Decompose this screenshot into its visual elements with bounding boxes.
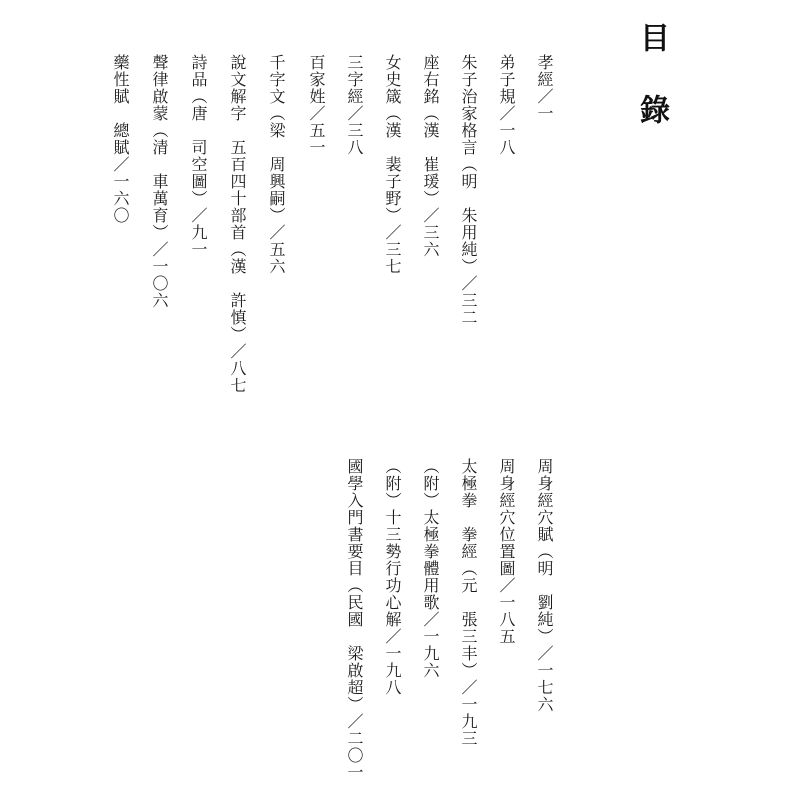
toc-entry-qianziwen: 千字文（梁 周興嗣）／五六 — [267, 54, 286, 275]
toc-entry-zhoushen-jingxue-weizhi-tu: 周身經穴位置圖／一八五 — [497, 458, 516, 645]
toc-entry-shipin: 詩品（唐 司空圖）／九一 — [189, 54, 208, 258]
toc-entry-taijiquan-tiyong-ge: （附）太極拳體用歌／一九六 — [421, 458, 440, 679]
toc-entry-zhoushen-jingxue-fu: 周身經穴賦（明 劉純）／一七六 — [535, 458, 554, 713]
toc-title-char-2: 錄 — [634, 94, 669, 124]
toc-entry-xiaojing: 孝經／一 — [535, 54, 554, 122]
toc-entry-yaoxingfu: 藥性賦 總賦／一六〇 — [111, 54, 130, 224]
toc-entry-nushizhen: 女史箴（漢 裴子野）／三七 — [383, 54, 402, 275]
toc-entry-shisanshi-xinggong-xinjie: （附）十三勢行功心解／一九八 — [383, 458, 402, 696]
toc-entry-shuowen-jiezi: 說文解字 五百四十部首（漢 許慎）／八七 — [228, 54, 247, 394]
toc-entry-shenglu-qimeng: 聲律啟蒙（清 車萬育）／一〇六 — [150, 54, 169, 309]
toc-entry-guoxue-rumen-shumu: 國學入門書要目（民國 梁啟超）／二〇一 — [345, 458, 364, 781]
toc-entry-zhuzi-zhijia-geyan: 朱子治家格言（明 朱用純）／三二 — [459, 54, 478, 326]
toc-entry-baijiaxing: 百家姓／五一 — [307, 54, 326, 156]
toc-entry-taijiquan-quanjing: 太極拳 拳經（元 張三丰）／一九三 — [459, 458, 478, 747]
toc-entry-dizigui: 弟子規／一八 — [497, 54, 516, 156]
toc-entry-sanzijing: 三字經／三八 — [345, 54, 364, 156]
toc-title-char-1: 目 — [634, 22, 669, 52]
toc-entry-zuoyouming: 座右銘（漢 崔瑗）／三六 — [421, 54, 440, 258]
